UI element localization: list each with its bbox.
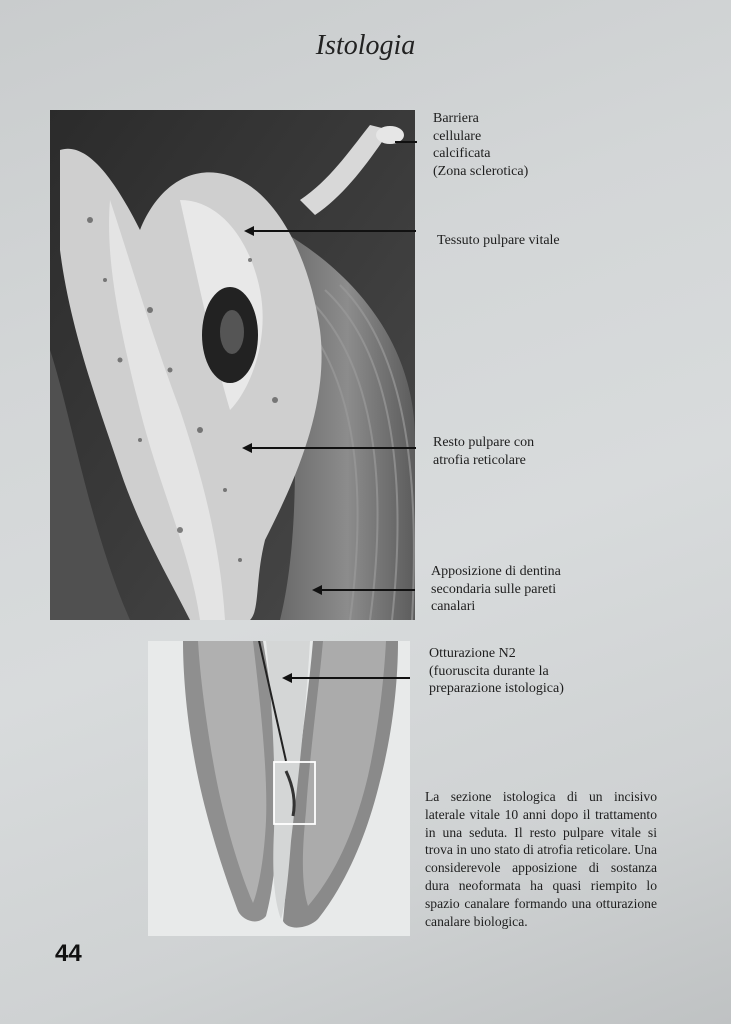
page-title: Istologia xyxy=(315,30,416,61)
label-barrier: Barriera cellulare calcificata (Zona sclerotica) xyxy=(433,111,529,179)
label-filling: Otturazione N2 (fuoruscita durante la preparazione istologica) xyxy=(429,646,564,696)
label-vital-pulp: Tessuto pulpare vitale xyxy=(437,233,560,248)
pointer-barrier xyxy=(395,141,417,143)
arrowhead-filling xyxy=(282,673,292,683)
micrograph-image xyxy=(50,110,415,620)
histology-micrograph xyxy=(50,110,415,620)
tooth-section-image xyxy=(148,641,410,936)
arrowhead-vital-pulp xyxy=(244,226,254,236)
figure-caption: La sezione istologica di un incisivo laterale vitale 10 anni dopo il trattamento in una seduta. Il resto pulpare vitale si trova in uno stato di atrofia reticolare. Una considerevole apposizione di sostanza dura neoformata ha quasi riempito lo spazio canalare formando una otturazione canalare biologica. xyxy=(425,789,657,929)
pointer-filling xyxy=(290,677,410,679)
tooth-image xyxy=(148,641,410,936)
arrowhead-pulp-residue xyxy=(242,443,252,453)
label-pulp-residue: Resto pulpare con atrofia reticolare xyxy=(433,435,535,468)
pointer-pulp-residue xyxy=(250,447,416,449)
pointer-vital-pulp xyxy=(252,230,416,232)
page-number: 44 xyxy=(55,940,82,967)
arrowhead-dentin-apposition xyxy=(312,585,322,595)
pointer-dentin-apposition xyxy=(320,589,415,591)
label-dentin-apposition: Apposizione di dentina secondaria sulle pareti canalari xyxy=(431,564,561,614)
